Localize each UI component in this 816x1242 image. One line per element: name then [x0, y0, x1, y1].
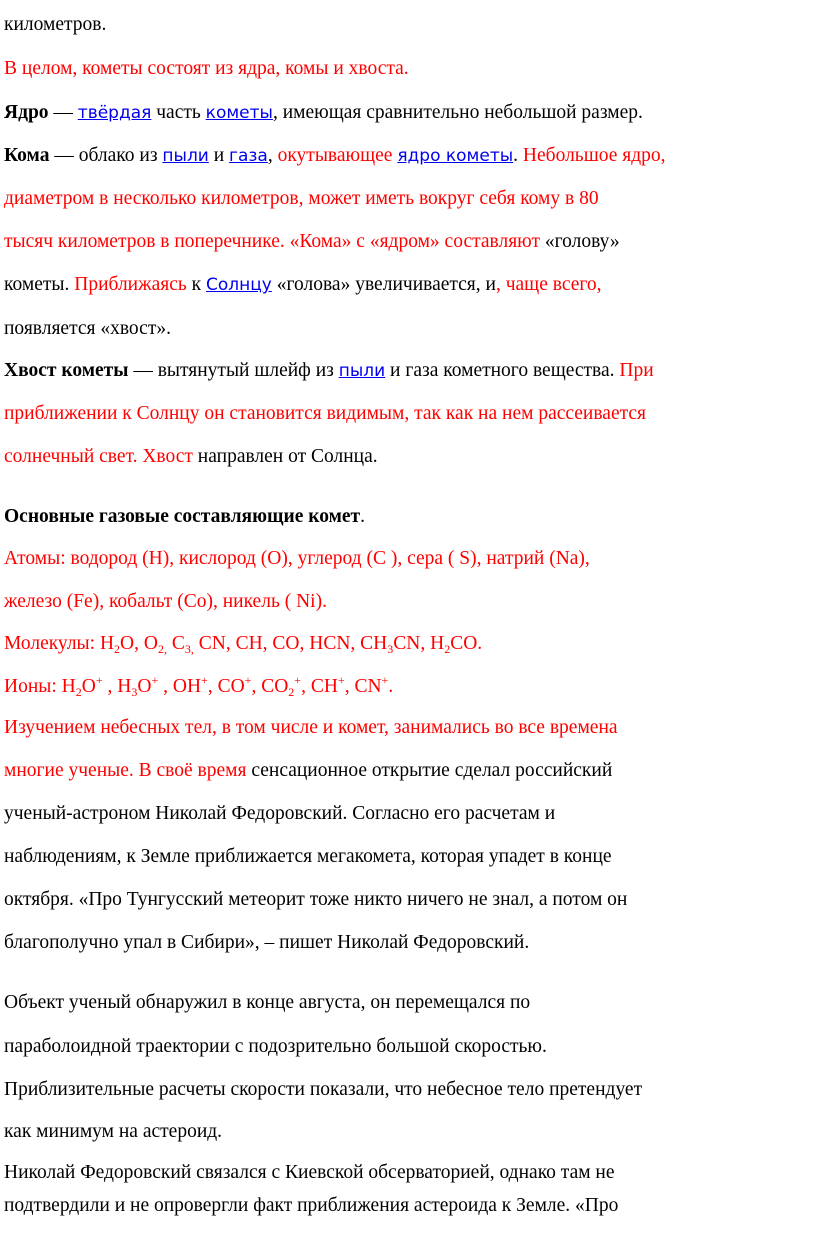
formula-part: O [81, 676, 96, 697]
text: , имеющая сравнительно небольшой размер. [272, 102, 643, 123]
text: . [513, 145, 523, 166]
text-line [4, 1034, 547, 1060]
formula-part: . [388, 676, 394, 697]
ions-line [4, 674, 393, 700]
atoms-line [4, 546, 590, 572]
nucleus-definition [4, 100, 643, 126]
text-line [4, 56, 409, 82]
text: Приближаясь [74, 274, 187, 295]
text: . [360, 506, 365, 527]
text: октября. «Про Тунгусский метеорит тоже никто ничего не знал, а потом он [4, 889, 628, 910]
text-line [4, 316, 171, 342]
text: диаметром в несколько километров, может иметь вокруг себя кому в 80 [4, 188, 599, 209]
coma-definition [4, 143, 666, 169]
text: многие ученые. В своё время [4, 760, 247, 781]
ions-label: Ионы: [4, 676, 62, 697]
text: часть [151, 102, 206, 123]
tail-definition [4, 358, 654, 384]
formula-part: H [99, 633, 115, 654]
molecules-label: Молекулы: [4, 633, 100, 654]
term-tail: Хвост кометы [4, 360, 129, 381]
text-line [4, 444, 378, 470]
text: и [208, 145, 230, 166]
formula-part: 2 [75, 685, 82, 699]
text: железо (Fe), кобальт (Co), никель ( Ni). [4, 591, 327, 612]
text: направлен от Солнца. [192, 446, 378, 467]
formula-part: , CO [207, 676, 245, 697]
formula-part: 3 [131, 685, 138, 699]
text-line [4, 715, 618, 741]
link-comet[interactable]: кометы [205, 103, 273, 123]
link-gas[interactable]: газа [229, 146, 268, 166]
text: как минимум на астероид. [4, 1121, 223, 1142]
heading-gas-components: Основные газовые составляющие комет [4, 506, 361, 527]
text: Николай Федоровский связался с Киевской обсерваторией, однако там не [4, 1162, 615, 1183]
text-line [4, 272, 602, 298]
text: солнечный свет. Хвост [4, 446, 193, 467]
text: наблюдениям, к Земле приближается мегакомета, которая упадет в конце [4, 846, 612, 867]
text: В целом, кометы состоят из ядра, комы и хвоста. [4, 58, 409, 79]
text-line [4, 401, 646, 427]
text-line [4, 589, 327, 615]
text-line [4, 1160, 615, 1186]
text: При [619, 360, 654, 381]
text: окутывающее [277, 145, 398, 166]
text: благополучно упал в Сибири», – пишет Николай Федоровский. [4, 932, 530, 953]
text: и газа кометного вещества. [385, 360, 620, 381]
text-line [4, 887, 627, 913]
text: — [48, 102, 78, 123]
formula-part: + [381, 673, 389, 687]
text: тысяч километров в поперечнике. «Кома» с «ядром» составляют [4, 231, 545, 252]
text-line [4, 801, 555, 827]
text-line [4, 1193, 618, 1219]
formula-part: H [61, 676, 76, 697]
link-comet-nucleus[interactable]: ядро кометы [397, 146, 514, 166]
text-line [4, 844, 612, 870]
formula-part: + [95, 673, 103, 687]
formula-part: 3, [184, 642, 194, 656]
link-dust[interactable]: пыли [162, 146, 209, 166]
text-line [4, 758, 612, 784]
formula-part: CN, H [393, 633, 445, 654]
text: Объект ученый обнаружил в конце августа, он перемещался по [4, 992, 531, 1013]
term-coma: Кома [4, 145, 50, 166]
text: Приблизительные расчеты скорости показали, что небесное тело претендует [4, 1079, 643, 1100]
formula-part: , OH [158, 676, 202, 697]
text: , [267, 145, 278, 166]
formula-part: , CN [344, 676, 382, 697]
text: Изучением небесных тел, в том числе и комет, занимались во все времена [4, 717, 618, 738]
text-line [4, 1119, 222, 1145]
formula-part: 2 [444, 642, 451, 656]
text: — вытянутый шлейф из [128, 360, 339, 381]
text: Атомы: водород (H), кислород (O), углерод (C ), сера ( S), натрий (Na), [4, 548, 590, 569]
formula-part: + [201, 673, 208, 687]
text: «голова» увеличивается, и [271, 274, 496, 295]
formula-part: + [294, 673, 302, 687]
formula-part: 2 [288, 685, 295, 699]
formula-part: O, O [120, 633, 158, 654]
formula-part: CO. [450, 633, 483, 654]
formula-part: 2, [157, 642, 167, 656]
link-solid[interactable]: твёрдая [77, 103, 152, 123]
text: параболоидной траектории с подозрительно большой скоростью. [4, 1036, 547, 1057]
text: Небольшое ядро, [522, 145, 666, 166]
formula-part: + [151, 673, 159, 687]
formula-part: C [166, 633, 185, 654]
text-line [4, 229, 620, 255]
link-sun[interactable]: Солнцу [205, 275, 272, 295]
text: кометы. [4, 274, 75, 295]
text: километров. [4, 14, 107, 35]
molecules-line [4, 631, 482, 657]
text-line [4, 1077, 642, 1103]
text: подтвердили и не опровергли факт приближения астероида к Земле. «Про [4, 1195, 619, 1216]
section-heading [4, 504, 365, 530]
link-dust[interactable]: пыли [338, 361, 386, 381]
molecules-formula [100, 633, 482, 654]
text: — облако из [49, 145, 163, 166]
text: , чаще всего, [495, 274, 602, 295]
text-line [4, 990, 530, 1016]
text: к [186, 274, 206, 295]
text: «голову» [544, 231, 620, 252]
text: сенсационное открытие сделал российский [246, 760, 613, 781]
term-nucleus: Ядро [4, 102, 49, 123]
text-line [4, 930, 529, 956]
formula-part: , CO [251, 676, 289, 697]
text-line [4, 186, 599, 212]
formula-part: + [337, 673, 345, 687]
text: ученый-астроном Николай Федоровский. Согласно его расчетам и [4, 803, 556, 824]
text: появляется «хвост». [4, 318, 171, 339]
formula-part: 2 [114, 642, 121, 656]
formula-part: , CH [301, 676, 338, 697]
formula-part: 3 [387, 642, 394, 656]
text-line [4, 12, 106, 38]
formula-part: + [244, 673, 252, 687]
formula-part: , H [102, 676, 132, 697]
formula-part: CN, CH, CO, HCN, CH [193, 633, 388, 654]
formula-part: O [137, 676, 152, 697]
ions-formula [61, 673, 394, 699]
text: приближении к Солнцу он становится видимым, так как на нем рассеивается [4, 403, 647, 424]
